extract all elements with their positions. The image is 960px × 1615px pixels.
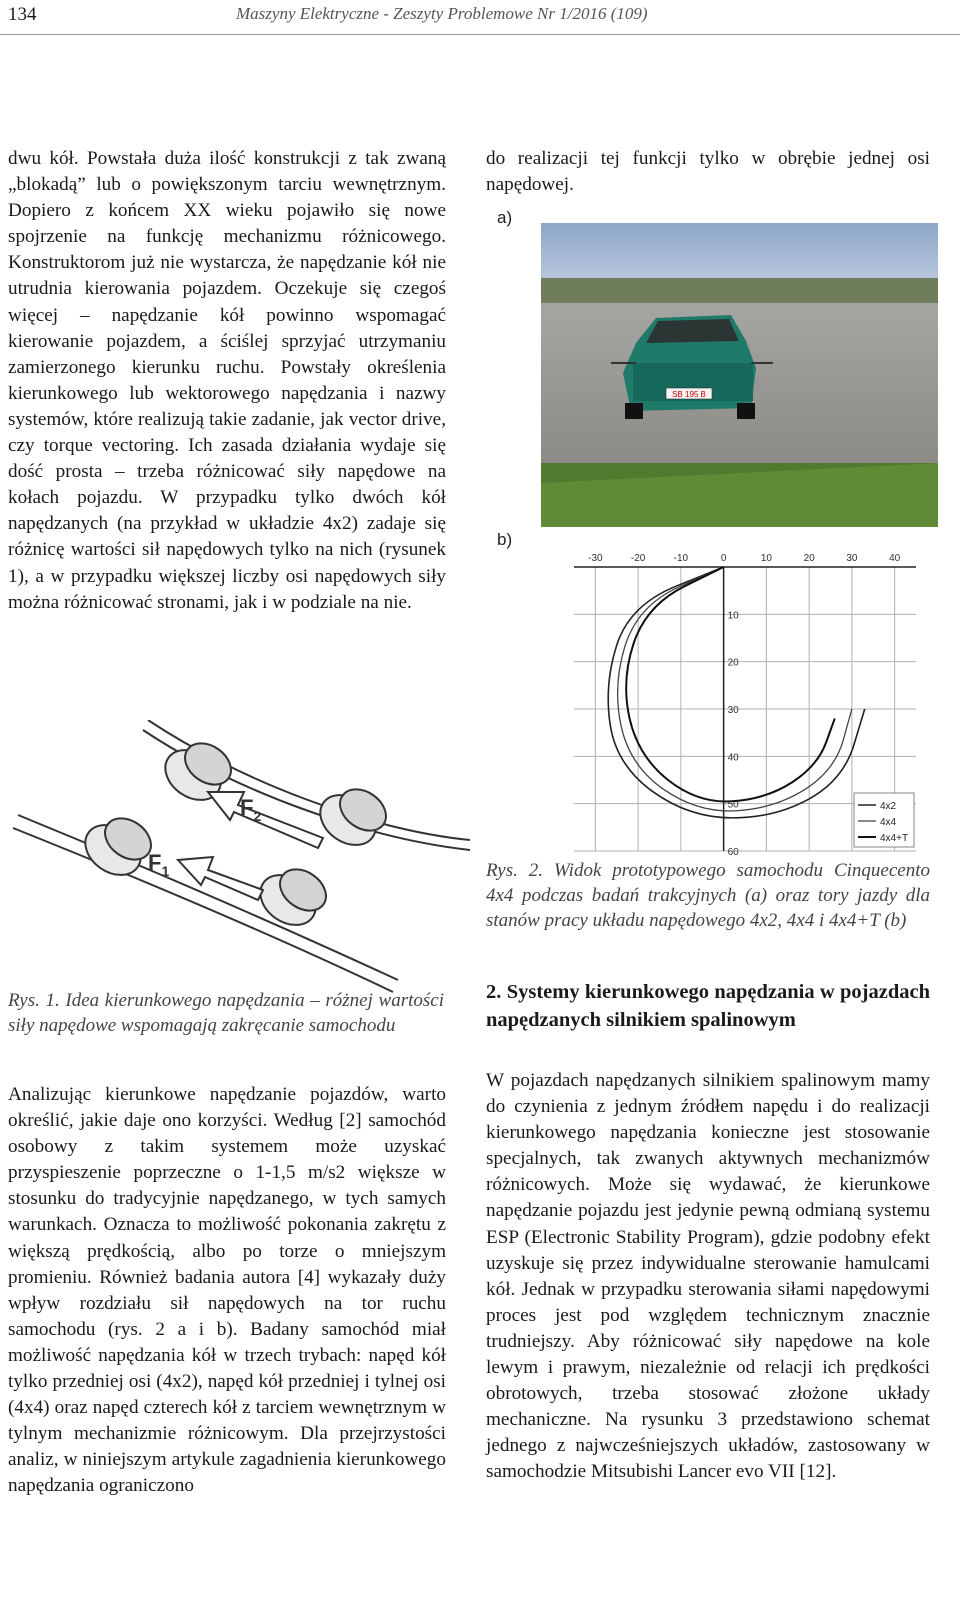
right-paragraph-2: W pojazdach napędzanych silnikiem spalinowym mamy do czynienia z jednym źródłem napędu i do realizacji kierunkowego napędzania konieczne jest stosowanie specjalnych, tak zwanych aktywnych mechanizmów różnicowych. Może się wydawać, że kierunkowe napędzanie pojazdu jest jedynie pewną odmianą systemu ESP (Electronic Stability Program), gdzie podobny efekt uzyskuje się przez indywidualne sterowanie hamulcami kół. Jednak w przypadku sterowania siłami napędowymi proces jest pod względem technicznym znacznie trudniejszy. Aby różnicować siły napędowe na kole lewym i prawym, niezależnie od relacji ich prędkości obrotowych, trzeba stosować złożone układy mechaniczne. Na rysunku 3 przedstawiono schemat jednego z najwcześniejszych układów, zastosowany w samochodzie Mitsubishi Lancer evo VII [12]. (486, 1070, 930, 1483)
svg-text:SB 195 B: SB 195 B (672, 390, 706, 399)
page-number: 134 (8, 4, 37, 25)
x-tick-label: -20 (630, 553, 646, 564)
wheel-bottom-right (251, 861, 334, 935)
trajectory-4x4plus-t (626, 567, 835, 802)
trajectory-4x2 (608, 567, 865, 818)
y-tick-label: 30 (727, 705, 739, 716)
right-paragraph-1: do realizacji tej funkcji tylko w obrębie jednej osi napędowej. (486, 148, 930, 196)
y-tick-label: 10 (727, 610, 739, 622)
trajectory-plot (566, 553, 922, 855)
label-f2: $F_2$ (240, 795, 262, 824)
x-tick-label: 30 (846, 553, 858, 564)
left-paragraph-1: dwu kół. Powstała duża ilość konstrukcji z tak zwaną „blokadą” lub o powiększonym tarciu wewnętrznym. Dopiero z końcem XX wieku pojawiło się nowe spojrzenie na funkcję mechanizmu różnicowego. Konstruktorom już nie wystarcza, że napędzanie kół nie utrudnia kierowania pojazdem. Oczekuje się czegoś więcej – napędzanie kół powinno wspomagać kierowanie pojazdem, a ściślej sprzyjać utrzymaniu zamierzonego kierunku ruchu. Powstały określenia kierunkowego lub wektorowego napędzania i nazwy systemów, które realizują takie zadanie, jak vector drive, czy torque vectoring. Ich zasada działania wydaje się dość prosta – trzeba różnicować siły napędowe na kołach pojazdu. W przypadku tylko dwóch kół napędzanych (na przykład w układzie 4x2) zadaje się różnicę wartości sił napędowych tylko na nich (rysunek 1), a w przypadku większej liczby osi napędowych siły można różnicować stronami, jak i w podziale na nie. (8, 148, 446, 613)
y-tick-label: 60 (727, 847, 739, 855)
force-arrow-f2 (208, 792, 323, 848)
y-tick-label: 50 (727, 799, 739, 811)
test-car-photo (541, 223, 938, 527)
x-tick-label: 10 (760, 553, 772, 564)
plot-legend (854, 793, 914, 847)
section-heading: 2. Systemy kierunkowego napędzania w pojazdach napędzanych silnikiem spalinowym (486, 981, 930, 1031)
y-tick-label: 40 (727, 752, 739, 764)
legend-label: 4x4 (880, 817, 897, 828)
figure-1-caption: Rys. 1. Idea kierunkowego napędzania – różnej wartości siły napędowe wspomagają zakręcanie samochodu (8, 990, 444, 1036)
y-tick-label: 20 (727, 657, 739, 669)
x-tick-label: 0 (720, 553, 727, 564)
journal-title: Maszyny Elektryczne - Zeszyty Problemowe Nr 1/2016 (109) (236, 4, 648, 23)
wheel-top-right (311, 781, 394, 855)
figure-label-a: a) (497, 208, 513, 227)
legend-label: 4x4+T (880, 833, 909, 844)
x-tick-label: -30 (588, 553, 603, 564)
label-f1: $F_1$ (148, 850, 170, 879)
figure-2-caption: Rys. 2. Widok prototypowego samochodu Cinquecento 4x4 podczas badań trakcyjnych (a) oraz tory jazdy dla stanów pracy układu napędowego 4x2, 4x4 i 4x4+T (b) (486, 860, 930, 931)
legend-label: 4x2 (880, 801, 897, 812)
plot-x-ticks (588, 553, 900, 564)
figure-1-drawing (8, 720, 470, 1000)
force-arrow-f1 (178, 857, 263, 900)
wheel-bottom-left (76, 810, 159, 885)
x-tick-label: -10 (673, 553, 689, 564)
x-tick-label: 20 (803, 553, 815, 564)
figure-label-b: b) (497, 530, 513, 549)
header-rule (0, 34, 960, 35)
trajectory-4x4 (618, 567, 852, 811)
x-tick-label: 40 (889, 553, 901, 564)
plot-series (608, 567, 865, 818)
fig1-inner-curve-2 (13, 828, 393, 992)
left-paragraph-2: Analizując kierunkowe napędzanie pojazdów, warto określić, jakie daje ono korzyści. Według [2] samochód osobowy z takim systemem może uzyskać przyspieszenie poprzeczne o 1-1,5 m/s2 większe w stosunku do tradycyjnie napędzanego, w tych samych warunkach. Oznacza to możliwość pokonania zakrętu z większą prędkością, albo po torze o mniejszym promieniu. Również badania autora [4] wykazały duży wpływ rozdziału sił napędowych na tor ruchu samochodu (rys. 2 a i b). Badany samochód miał możliwość napędzania kół w trzech trybach: napęd kół tylko przedniej osi (4x2), napęd kół przedniej i tylnej osi (4x4) oraz napęd czterech kół z tarciem wewnętrznym w tylnym mechanizmie różnicowym. Dla przejrzystości analiz, w niniejszym artykule zagadnienia kierunkowego napędzania ograniczono (8, 1084, 446, 1497)
